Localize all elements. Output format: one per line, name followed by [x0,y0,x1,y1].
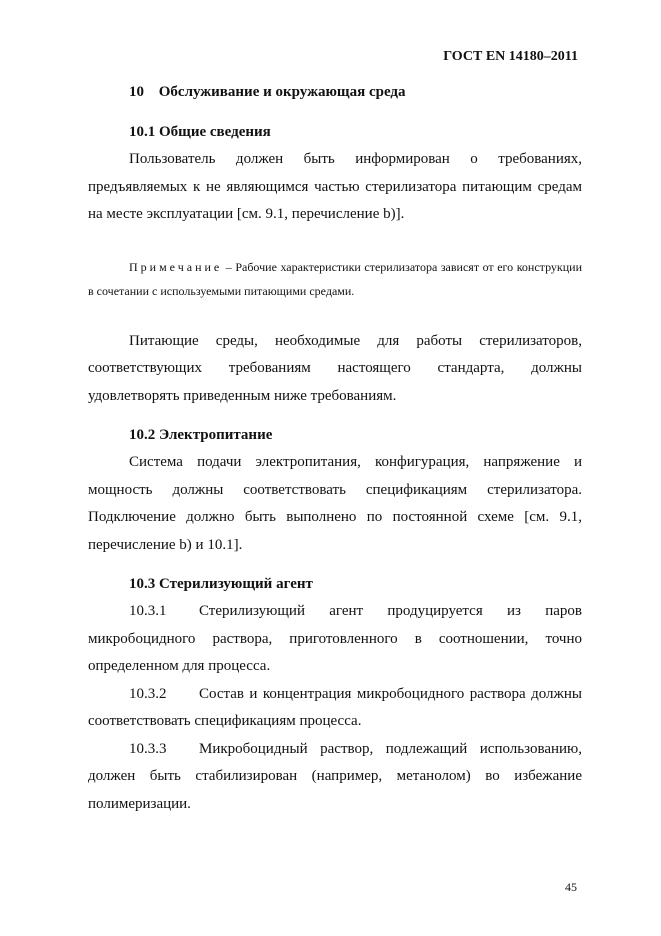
page-number: 45 [565,880,577,894]
document-code: ГОСТ EN 14180–2011 [443,49,578,64]
clause-text: Состав и концентрация микробоцидного раствора должны соответствовать спецификациям процесса. [88,685,582,729]
clause-text: Стерилизующий агент продуцируется из паров микробоцидного раствора, приготовленного в соотношении, точно определенном для процесса. [88,603,582,674]
section-10-number: 10 [129,84,144,100]
clause-10-3-2 [88,681,582,736]
section-10-heading [88,82,582,102]
section-10-title: Обслуживание и окружающая среда [158,84,406,100]
section-10-2-heading: 10.2 Электропитание [129,427,273,443]
note-label: Примечание [129,259,223,274]
clause-10-3-1 [88,598,582,681]
section-10-1-paragraph-2: Питающие среды, необходимые для работы стерилизаторов, соответствующих требованиям настоящего стандарта, должны удовлетворять приведенным ниже требованиям. [88,332,582,404]
section-10-3-heading: 10.3 Стерилизующий агент [129,576,313,592]
clause-10-3-3 [88,736,582,819]
note-text: – Рабочие характеристики стерилизатора зависят от его конструкции в сочетании с используемыми питающими средами. [88,259,582,298]
clause-number: 10.3.3 [129,740,167,757]
section-10-2-paragraph: Система подачи электропитания, конфигурация, напряжение и мощность должны соответствовать спецификациям стерилизатора. Подключение должно быть выполнено по постоянной схеме [см. 9.1, перечисление b) и 10.1]. [88,454,582,553]
section-10-1-heading: 10.1 Общие сведения [129,124,271,140]
clause-number: 10.3.1 [129,603,167,619]
section-10-1-paragraph-1: Пользователь должен быть информирован о требованиях, предъявляемых к не являющимся частью стерилизатора питающим средам на месте эксплуатации [см. 9.1, перечисление b)]. [88,151,582,222]
page-content [88,82,582,818]
clause-number: 10.3.2 [129,685,167,702]
clause-text: Микробоцидный раствор, подлежащий использованию, должен быть стабилизирован (например, метанолом) во избежание полимеризации. [88,740,582,812]
note-paragraph [88,255,582,303]
